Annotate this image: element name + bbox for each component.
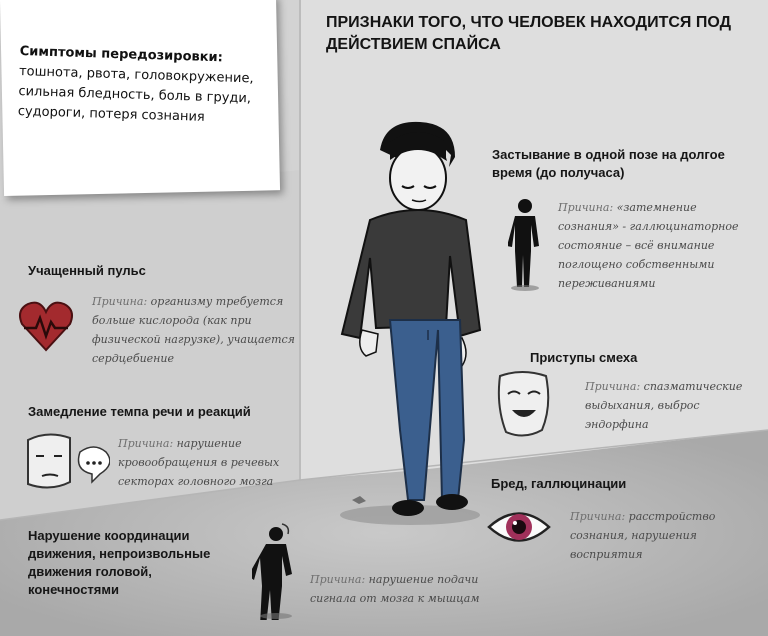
sign-heading-speech: Замедление темпа речи и реакций — [28, 404, 251, 419]
reason-text: нарушение кровообращения в речевых секторах головного мозга — [118, 437, 280, 488]
reason-label: Причина: — [118, 437, 174, 450]
reason-label: Причина: — [310, 573, 366, 586]
reason-label: Причина: — [92, 295, 148, 308]
sign-reason-coordination — [310, 570, 500, 608]
laughing-mask-icon — [494, 370, 552, 440]
sign-reason-freeze — [558, 198, 754, 293]
reason-text: спазматические выдыхания, выброс эндорфина — [585, 380, 743, 431]
reason-label: Причина: — [570, 510, 626, 523]
reason-label: Причина: — [585, 380, 641, 393]
sign-reason-laughter — [585, 377, 755, 434]
sign-reason-speech — [118, 434, 308, 491]
main-figure-illustration — [340, 120, 490, 530]
sign-heading-delirium: Бред, галлюцинации — [491, 476, 627, 491]
heart-pulse-icon — [18, 300, 74, 352]
twitching-figure-icon — [252, 520, 300, 620]
sign-heading-laughter: Приступы смеха — [530, 350, 638, 365]
overdose-heading: Симптомы передозировки: — [19, 43, 224, 66]
overdose-symptoms: тошнота, рвота, головокружение, сильная бледность, боль в груди, судороги, потеря сознания — [17, 63, 254, 125]
sign-reason-pulse — [92, 292, 317, 368]
reason-text: расстройство сознания, нарушения восприятия — [570, 510, 716, 561]
eye-icon — [486, 506, 552, 548]
sign-heading-pulse: Учащенный пульс — [28, 263, 146, 278]
reason-text: организму требуется больше кислорода (как при физической нагрузке), учащается сердцебиение — [92, 295, 295, 365]
reason-text: нарушение подачи сигнала от мозга к мышцам — [310, 573, 480, 605]
sign-heading-coordination: Нарушение координации движения, непроизвольные движения головой, конечностями — [28, 528, 211, 597]
reason-label: Причина: — [558, 201, 614, 214]
speech-face-icon — [24, 432, 110, 496]
standing-figure-icon — [508, 196, 542, 292]
page-title: ПРИЗНАКИ ТОГО, ЧТО ЧЕЛОВЕК НАХОДИТСЯ ПОД ДЕЙСТВИЕМ СПАЙСА — [326, 14, 731, 53]
sign-heading-freeze: Застывание в одной позе на долгое время (до получаса) — [492, 147, 725, 180]
overdose-note-text — [17, 42, 269, 130]
reason-text: «затемнение сознания» - галлюцинаторное состояние – всё внимание поглощено собственными переживаниями — [558, 201, 739, 290]
sign-reason-delirium — [570, 507, 750, 564]
